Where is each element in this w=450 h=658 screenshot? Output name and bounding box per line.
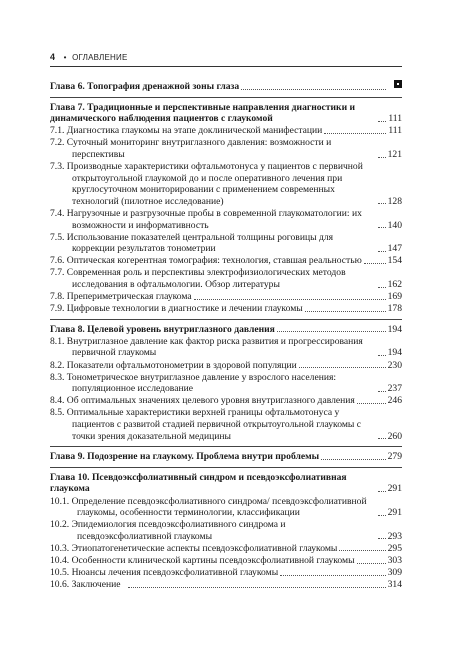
page-number: 162 — [387, 279, 402, 290]
section-entry[interactable] — [50, 161, 402, 207]
chapter-entry[interactable] — [50, 472, 402, 495]
section-title: 7.8. Препериметрическая глаукома — [50, 291, 192, 303]
dot-leader — [321, 458, 385, 460]
page-number: 303 — [387, 554, 402, 566]
qr-code-icon — [394, 80, 402, 88]
section-title: 7.6. Оптическая когерентная томография: технология, ставшая реальностью — [50, 255, 362, 267]
chapter-separator — [50, 97, 402, 98]
section-title: 8.2. Показатели офтальмотонометрии в здоровой популяции — [50, 359, 297, 371]
section-title: 7.7. Современная роль и перспективы электрофизиологических методов исследования в офтальмологии. Обзор литературы — [50, 267, 346, 290]
section-title: 8.1. Внутриглазное давление как фактор риска развития и прогрессирования первичной глаукомы — [50, 335, 363, 359]
dot-leader — [194, 298, 386, 300]
chapter-entry[interactable] — [50, 324, 402, 336]
section-entry[interactable] — [50, 407, 402, 442]
table-of-contents — [50, 80, 402, 591]
section-title: 10.1. Определение псевдоэксфолиативного синдрома/ псевдоэксфолиативной глаукомы, особенности терминологии, классификации — [50, 495, 367, 519]
chapter-entry[interactable] — [50, 102, 402, 125]
page-number: 147 — [387, 243, 402, 255]
dot-leader — [378, 120, 386, 122]
page-number: 309 — [387, 567, 402, 579]
page-number: 121 — [387, 148, 402, 160]
dot-leader — [339, 549, 385, 551]
dot-leader — [378, 354, 386, 356]
section-entry[interactable] — [50, 395, 402, 407]
page-number: 154 — [387, 255, 402, 267]
section-entry[interactable] — [50, 255, 402, 267]
section-title: 8.4. Об оптимальных значениях целевого уровня внутриглазного давления — [50, 395, 355, 407]
chapter-title: Глава 7. Традиционные и перспективные направления диагностики и динамического наблюдения пациентов с глаукомой — [50, 101, 356, 125]
dot-leader — [305, 310, 386, 312]
section-entry[interactable] — [50, 579, 402, 591]
chapter-entry[interactable] — [50, 451, 402, 463]
chapter-separator — [50, 446, 402, 447]
dot-leader — [378, 514, 386, 516]
section-title: 7.4. Нагрузочные и разгрузочные пробы в современной глаукоматологии: их возможности и информативность — [50, 207, 362, 231]
dot-leader — [364, 262, 386, 264]
dot-leader — [378, 202, 386, 204]
dot-leader — [324, 132, 386, 134]
page-number: 140 — [387, 219, 402, 231]
page-number: 293 — [387, 530, 402, 542]
header-rule — [50, 66, 402, 67]
page-number: 194 — [387, 347, 402, 359]
dot-leader — [277, 330, 386, 332]
page-number: 295 — [387, 542, 402, 554]
chapter-title: Глава 9. Подозрение на глаукому. Проблема внутри проблемы — [50, 451, 320, 463]
section-title: 7.9. Цифровые технологии в диагностике и лечении глаукомы — [50, 303, 303, 315]
section-title: 10.6. Заключение — [50, 579, 121, 591]
page-number: 246 — [387, 395, 402, 407]
section-entry[interactable] — [50, 208, 402, 231]
chapter-entry[interactable] — [50, 80, 402, 93]
section-entry[interactable] — [50, 125, 402, 137]
section-entry[interactable] — [50, 137, 402, 160]
section-entry[interactable] — [50, 360, 402, 372]
page-number: 314 — [387, 579, 402, 591]
page-number: 237 — [387, 383, 402, 395]
section-title: 8.5. Оптимальные характеристики верхней границы офтальмотонуса у пациентов с развитой стадией первичной открытоугольной глаукомы с точки зрения доказательной медицины — [50, 407, 361, 442]
page-number: 4 — [50, 52, 56, 62]
section-title: 7.2. Суточный мониторинг внутриглазного давления: возможности и перспективы — [50, 137, 332, 160]
section-entry[interactable] — [50, 291, 402, 303]
chapter-separator — [50, 467, 402, 468]
section-entry[interactable] — [50, 336, 402, 359]
dot-leader — [357, 562, 386, 564]
page-number: 111 — [388, 125, 402, 137]
dot-leader — [378, 437, 386, 439]
page-number: 128 — [387, 195, 402, 207]
dot-leader — [378, 490, 386, 492]
dot-leader — [128, 586, 386, 588]
dot-leader — [378, 537, 386, 539]
page-number: 291 — [387, 507, 402, 519]
dot-leader — [378, 286, 386, 288]
section-title: 10.5. Нюансы лечения псевдоэксфолиативной глаукомы — [50, 567, 279, 579]
section-entry[interactable] — [50, 543, 402, 555]
page-number: 194 — [387, 323, 402, 335]
section-entry[interactable] — [50, 303, 402, 315]
page-number: 291 — [387, 483, 402, 495]
dot-leader — [241, 88, 386, 90]
section-title: 10.4. Особенности клинической картины псевдоэксфолиативной глаукомы — [50, 554, 355, 566]
section-title: 7.3. Производные характеристики офтальмотонуса у пациентов с первичной открытоугольной глаукомой до и после оперативного лечения при круглосуточном мониторировании с применением современных технологий (пилотное исследование) — [50, 161, 363, 207]
section-entry[interactable] — [50, 567, 402, 579]
header-title: ОГЛАВЛЕНИЕ — [72, 53, 128, 62]
section-title: 7.1. Диагностика глаукомы на этапе доклинической манифестации — [50, 125, 323, 137]
section-entry[interactable] — [50, 496, 402, 519]
chapter-title: Глава 8. Целевой уровень внутриглазного давления — [50, 323, 275, 335]
dot-leader — [280, 574, 385, 576]
header-bullet: • — [63, 53, 67, 62]
running-header — [50, 52, 128, 62]
dot-leader — [378, 226, 386, 228]
section-entry[interactable] — [50, 519, 402, 542]
page-number: 279 — [387, 451, 402, 463]
section-entry[interactable] — [50, 372, 402, 395]
chapter-title: Глава 10. Псевдоэксфолиативный синдром и псевдоэксфолиативная глаукома — [50, 471, 347, 495]
section-title: 10.2. Эпидемиология псевдоэксфолиативного синдрома и псевдоэксфолиативной глаукомы — [50, 519, 286, 542]
page-number — [388, 80, 402, 93]
dot-leader — [357, 402, 386, 404]
dot-leader — [299, 366, 386, 368]
section-title: 7.5. Использование показателей центральной толщины роговицы для коррекции результатов тонометрии — [50, 231, 334, 255]
section-entry[interactable] — [50, 232, 402, 255]
page-number: 111 — [388, 113, 402, 125]
section-title: 8.3. Тонометрическое внутриглазное давление у взрослого населения: популяционное исследование — [50, 371, 337, 395]
dot-leader — [378, 156, 386, 158]
section-title: 10.3. Этиопатогенетические аспекты псевдоэксфолиативной глаукомы — [50, 542, 338, 554]
chapter-separator — [50, 319, 402, 320]
chapter-title: Глава 6. Топография дренажной зоны глаза — [50, 81, 240, 92]
page-number: 169 — [387, 291, 402, 303]
page-number: 260 — [387, 430, 402, 442]
dot-leader — [378, 250, 386, 252]
page-number: 230 — [387, 359, 402, 371]
dot-leader — [378, 390, 386, 392]
section-entry[interactable] — [50, 555, 402, 567]
page-number: 178 — [387, 303, 402, 315]
section-entry[interactable] — [50, 267, 402, 290]
